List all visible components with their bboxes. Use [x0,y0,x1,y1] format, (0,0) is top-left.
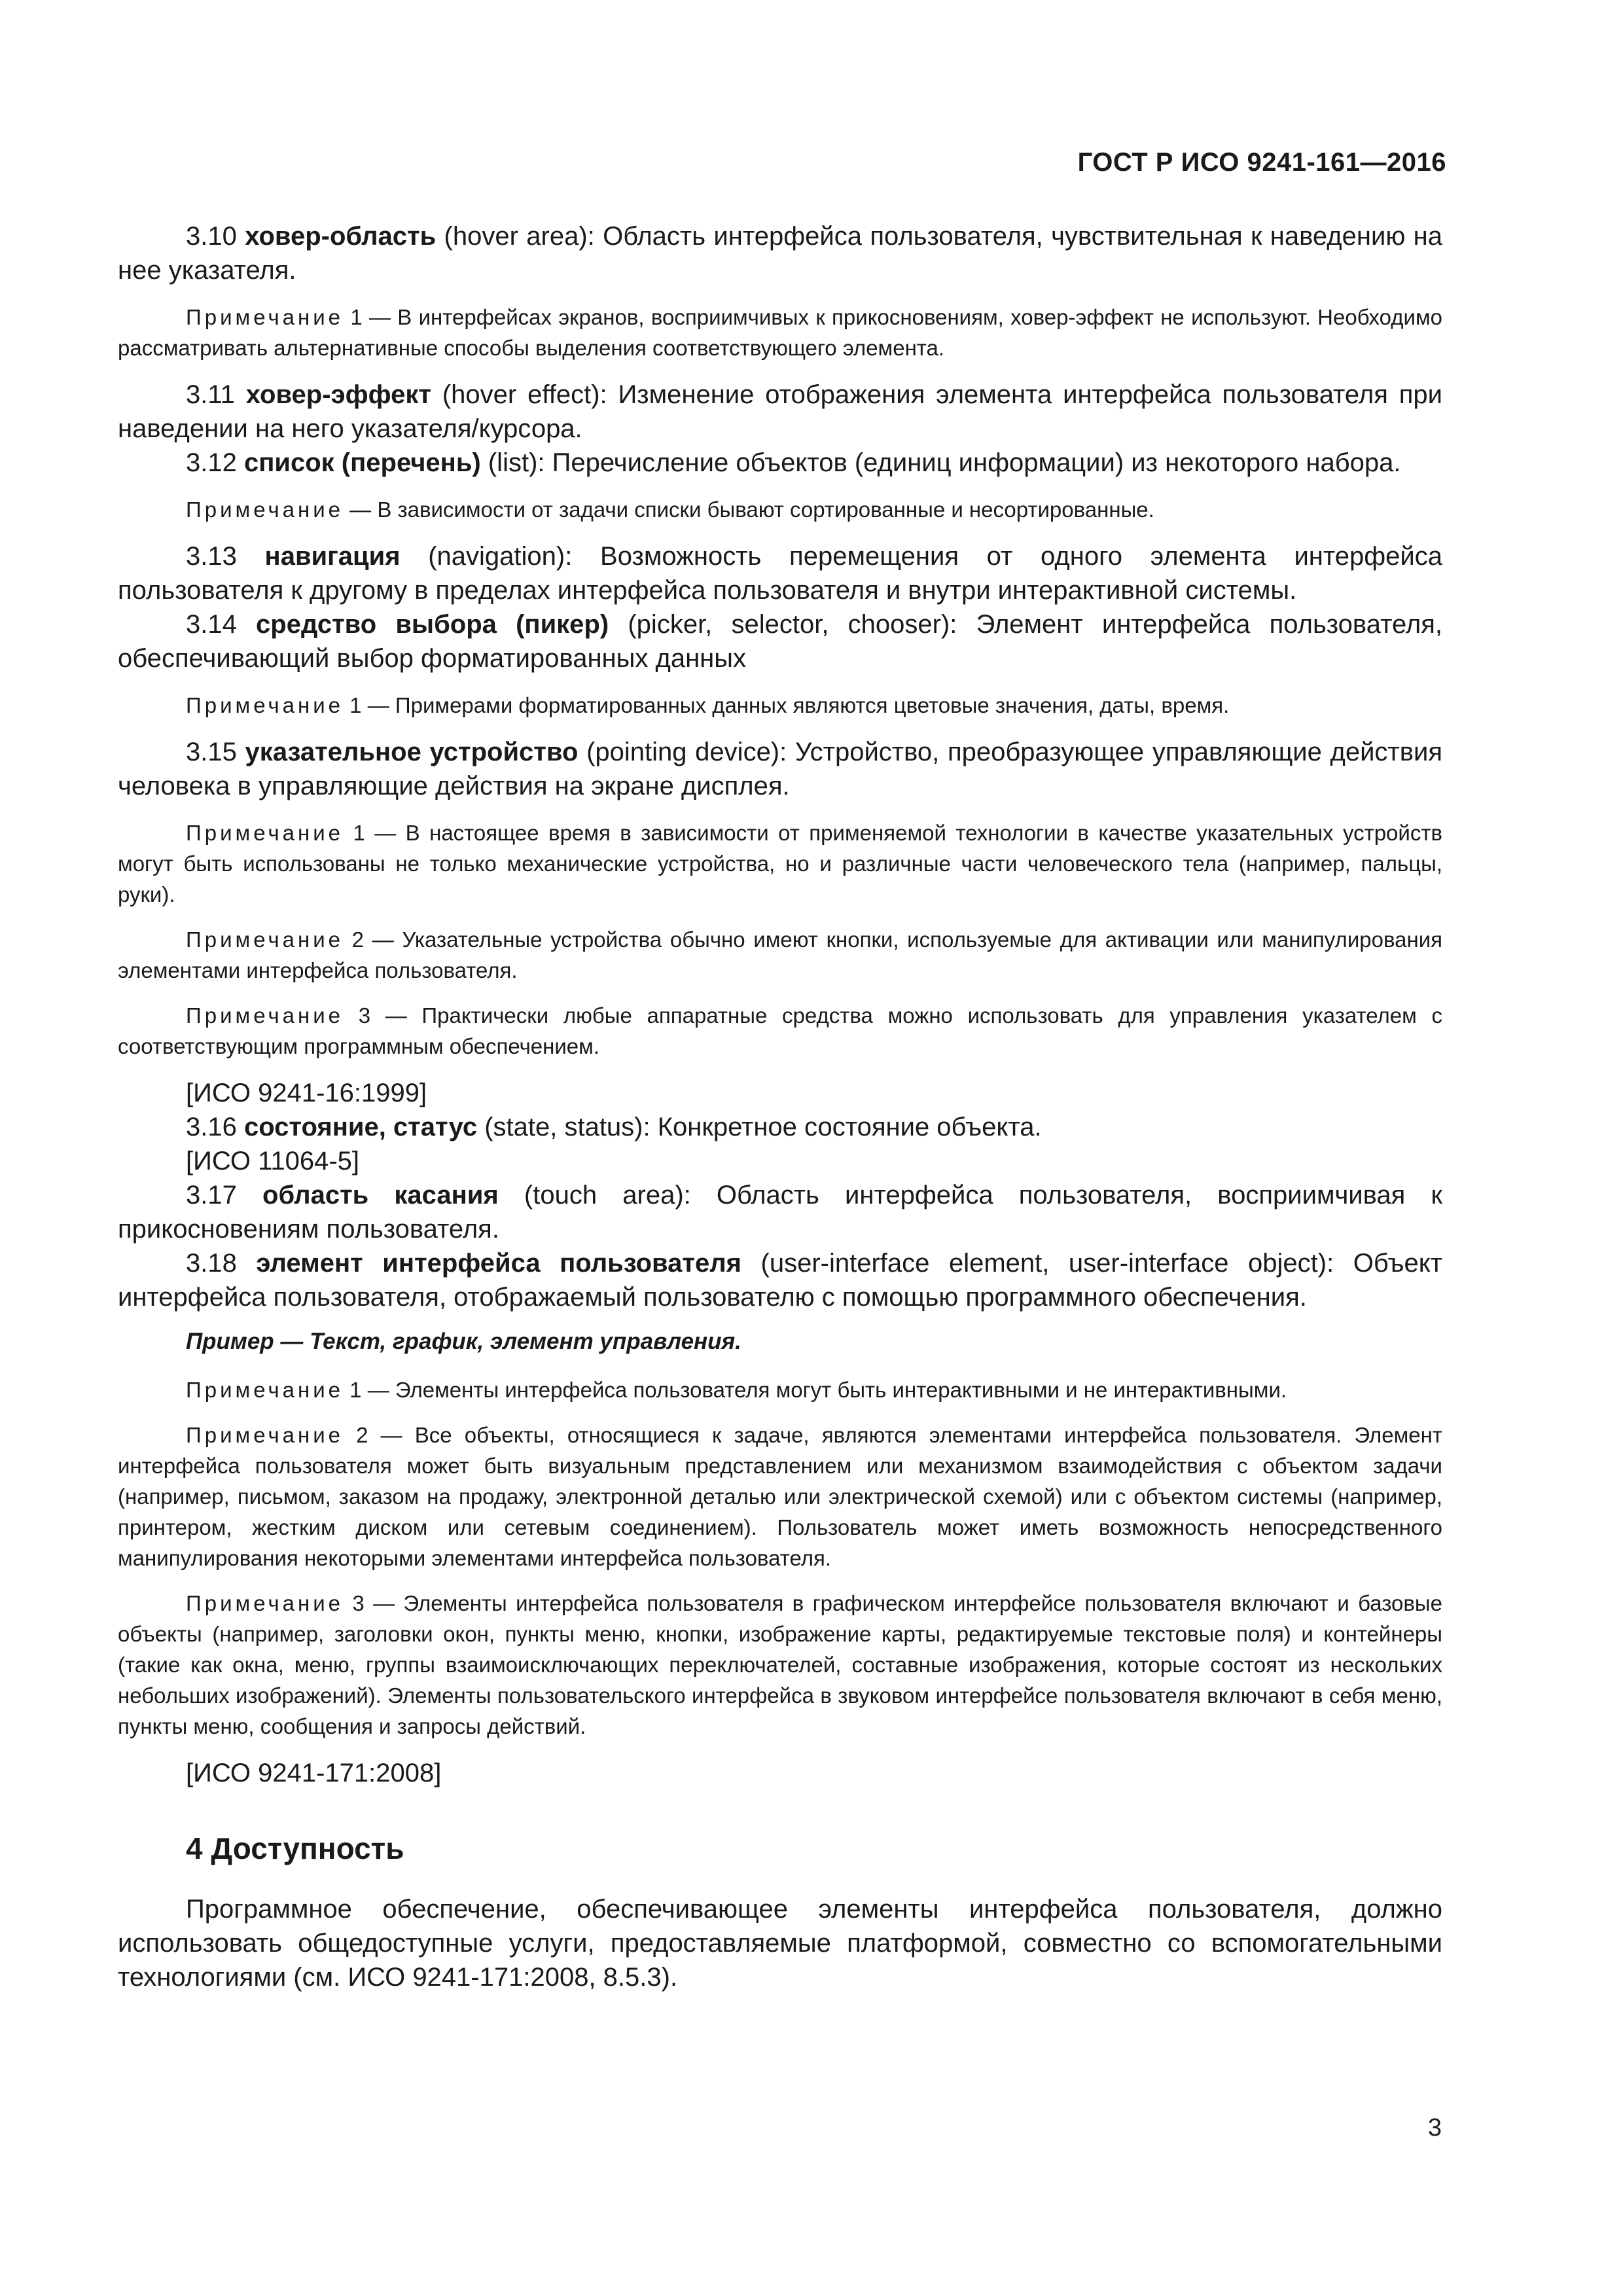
term-definition: (touch area): Область интерфейса пользователя, восприимчивая к прикосновениям пользователя. [118,1181,1442,1244]
term-title: область касания [262,1181,499,1210]
note-text: 1 — Примерами форматированных данных являются цветовые значения, даты, время. [344,693,1230,717]
term-number: 3.10 [186,222,237,251]
note-text: 2 — Все объекты, относящиеся к задаче, являются элементами интерфейса пользователя. Элемент интерфейса пользователя может быть визуальным представлением или механизмом взаимодействия с объектом задачи (например, письмом, заказом на продажу, электронной деталью или электрической схемой) или с объектом системы (например, принтером, жестким диском или сетевым соединением). Пользователь может иметь возможность непосредственного манипулирования некоторыми элементами интерфейса пользователя. [118,1423,1442,1570]
term-definition: (picker, selector, chooser): Элемент интерфейса пользователя, обеспечивающий выбор форматированных данных [118,610,1442,673]
term-title: список (перечень) [243,448,481,477]
term-definition: (hover effect): Изменение отображения элемента интерфейса пользователя при наведении на него указателя/курсора. [118,380,1442,443]
term-3-18 [118,1246,1442,1314]
term-number: 3.18 [186,1249,237,1278]
term-3-16 [118,1110,1442,1144]
note [118,817,1442,910]
note-text: 1 — Элементы интерфейса пользователя могут быть интерактивными и не интерактивными. [344,1378,1287,1402]
note-label: Примечание [186,1591,344,1615]
note [118,1000,1442,1062]
example: Пример — Текст, график, элемент управления. [186,1329,741,1354]
term-3-13 [118,539,1442,607]
source-reference: [ИСО 9241-16:1999] [186,1079,427,1107]
note-label: Примечание [186,1423,344,1447]
term-3-15 [118,735,1442,803]
term-title: элемент интерфейса пользователя [256,1249,741,1278]
note-text: 2 — Указательные устройства обычно имеют кнопки, используемые для активации или манипулирования элементами интерфейса пользователя. [118,927,1442,982]
note [118,924,1442,986]
term-title: ховер-область [245,222,437,251]
term-definition: (pointing device): Устройство, преобразующее управляющие действия человека в управляющие действия на экране дисплея. [118,738,1443,800]
term-definition: (state, status): Конкретное состояние объекта. [477,1113,1042,1141]
term-3-17 [118,1178,1442,1246]
page-number: 3 [1427,2114,1442,2142]
document-header: ГОСТ Р ИСО 9241-161—2016 [1077,148,1446,177]
note [118,690,1442,721]
term-number: 3.12 [186,448,237,477]
term-number: 3.15 [186,738,237,766]
term-number: 3.13 [186,542,237,571]
term-number: 3.11 [186,380,235,409]
note-label: Примечание [186,1378,344,1402]
term-definition: (hover area): Область интерфейса пользователя, чувствительная к наведению на нее указателя. [118,222,1442,285]
note-label: Примечание [186,821,344,845]
note-text: 3 — Практически любые аппаратные средства можно использовать для управления указателем с соответствующим программным обеспечением. [118,1003,1442,1058]
term-number: 3.16 [186,1113,237,1141]
term-title: средство выбора (пикер) [256,610,609,639]
term-number: 3.17 [186,1181,237,1210]
source-reference: [ИСО 11064-5] [186,1147,360,1175]
term-number: 3.14 [186,610,237,639]
term-title: навигация [264,542,401,571]
note [118,1420,1442,1573]
note [118,1374,1442,1405]
page-content [118,219,1442,1994]
note-label: Примечание [186,497,344,522]
term-title: указательное устройство [245,738,579,766]
term-definition: (user-interface element, user-interface object): Объект интерфейса пользователя, отображаемый пользователю с помощью программного обеспечения. [118,1249,1442,1312]
note-text: 1 — В настоящее время в зависимости от применяемой технологии в качестве указательных устройств могут быть использованы не только механические устройства, но и различные части человеческого тела (например, пальцы, руки). [118,821,1442,906]
term-title: ховер-эффект [245,380,431,409]
note-text: 1 — В интерфейсах экранов, восприимчивых к прикосновениям, ховер-эффект не используют. Необходимо рассматривать альтернативные способы выделения соответствующего элемента. [118,305,1442,360]
note-label: Примечание [186,305,344,329]
term-definition: (navigation): Возможность перемещения от одного элемента интерфейса пользователя к другому в пределах интерфейса пользователя и внутри интерактивной системы. [118,542,1442,605]
term-definition: (list): Перечисление объектов (единиц информации) из некоторого набора. [480,448,1401,477]
term-3-12 [118,446,1442,480]
note [118,494,1442,525]
note-text: — В зависимости от задачи списки бывают сортированные и несортированные. [344,497,1154,522]
note-label: Примечание [186,927,344,952]
note-text: 3 — Элементы интерфейса пользователя в графическом интерфейсе пользователя включают и базовые объекты (например, заголовки окон, пункты меню, кнопки, изображение карты, редактируемые текстовые поля) и контейнеры (такие как окна, меню, группы взаимоисключающих переключателей, составные изображения, которые состоят из нескольких небольших изображений). Элементы пользовательского интерфейса в звуковом интерфейсе пользователя включают в себя меню, пункты меню, сообщения и запросы действий. [118,1591,1442,1738]
section-heading: 4 Доступность [186,1831,404,1865]
term-3-11 [118,378,1442,446]
note-label: Примечание [186,1003,344,1028]
term-3-10 [118,219,1442,287]
term-3-14 [118,607,1442,675]
note-label: Примечание [186,693,344,717]
term-title: состояние, статус [243,1113,478,1141]
note [118,302,1442,363]
source-reference: [ИСО 9241-171:2008] [186,1759,442,1787]
note [118,1588,1442,1742]
section-paragraph: Программное обеспечение, обеспечивающее элементы интерфейса пользователя, должно использовать общедоступные услуги, предоставляемые платформой, совместно со вспомогательными технологиями (см. ИСО 9241-171:2008, 8.5.3). [118,1895,1442,1992]
